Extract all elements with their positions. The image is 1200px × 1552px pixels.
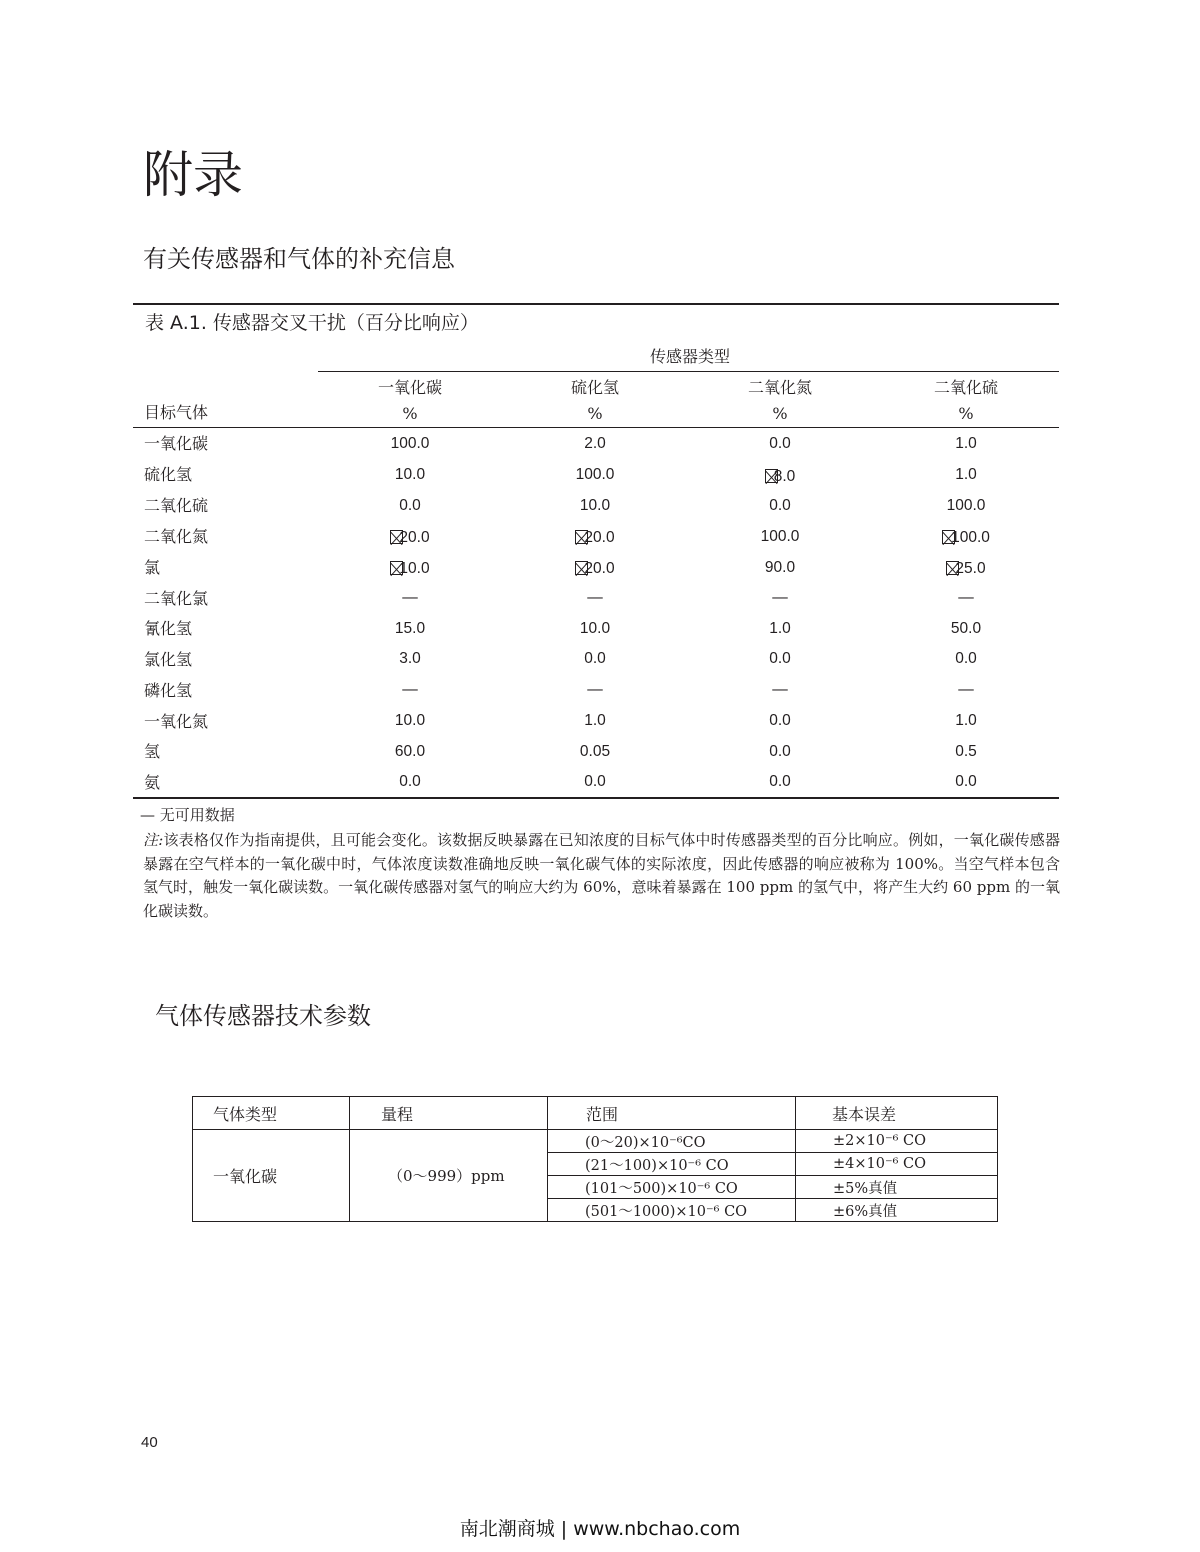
table-cell: 1.0	[584, 712, 606, 729]
page-number: 40	[141, 1434, 158, 1451]
table-cell: 10.0	[394, 712, 426, 729]
spec-measuring-range: （0～999）ppm	[350, 1130, 548, 1222]
table-cell: 100.0	[896, 527, 1036, 549]
negative-sign-glyph-icon	[390, 530, 403, 544]
table-cell: 2.0	[584, 435, 606, 452]
row-gas-label: 氨	[144, 773, 161, 792]
table-cell: 1.0	[955, 466, 977, 483]
table-cell: 1.0	[955, 712, 977, 729]
column-header-no2: 二氧化氮	[747, 378, 812, 397]
table-cell: 90.0	[764, 559, 796, 576]
table-cell: 10.0	[579, 497, 611, 514]
table-caption: 表 A.1. 传感器交叉干扰（百分比响应）	[145, 312, 479, 334]
spec-header-range: 范围	[548, 1097, 796, 1130]
table-cell: 60.0	[394, 743, 426, 760]
spec-section-title: 气体传感器技术参数	[155, 1002, 371, 1030]
table-cell: —	[587, 589, 603, 606]
table-cell: 0.0	[399, 497, 421, 514]
table-cell: 10.0	[579, 620, 611, 637]
row-header-target-gas: 目标气体	[144, 403, 209, 422]
spec-table	[192, 1096, 998, 1222]
table-cell: 0.5	[955, 743, 977, 760]
spec-error-cell: ±6%真值	[796, 1199, 998, 1222]
spec-error-cell: ±2×10⁻⁶ CO	[796, 1130, 998, 1153]
table-cell: 0.0	[769, 712, 791, 729]
table-cell: 3.0	[399, 650, 421, 667]
spec-range-cell: (21～100)×10⁻⁶ CO	[548, 1153, 796, 1176]
table-cell: 100.0	[946, 497, 986, 514]
row-gas-label: 一氧化碳	[144, 434, 209, 453]
row-gas-label: 氢	[144, 742, 161, 761]
spec-gas-type: 一氧化碳	[193, 1130, 350, 1222]
table-cell: —	[402, 681, 418, 698]
table-cell: —	[958, 589, 974, 606]
table-cell: 0.0	[955, 650, 977, 667]
table-cell: 0.0	[769, 650, 791, 667]
table-cell: —	[772, 589, 788, 606]
spec-error-cell: ±5%真值	[796, 1176, 998, 1199]
table-cell: 0.05	[579, 743, 611, 760]
table-cell: 8.0	[710, 466, 850, 488]
note-text: 该表格仅作为指南提供，且可能会变化。该数据反映暴露在已知浓度的目标气体中时传感器类型的百分比响应。例如，一氧化碳传感器暴露在空气样本的一氧化碳中时，气体浓度读数准确地反映一氧化碳气体的实际浓度，因此传感器的响应被称为 100%。当空气样本包含氢气时，触发一氧化碳读数。一氧化碳传感器对氢气的响应大约为 60%，意味着暴露在 100 ppm 的氢气中，将产生大约 60 ppm 的一氧化碳读数。	[143, 831, 1060, 920]
sensor-type-header: 传感器类型	[649, 347, 730, 366]
row-gas-label: 二氧化氮	[144, 527, 209, 546]
note-label: 注:	[143, 831, 164, 849]
table-note	[143, 829, 1060, 923]
row-gas-label: 二氧化氯	[144, 589, 209, 608]
row-gas-label: 一氧化氮	[144, 712, 209, 731]
spec-header-gas-type: 气体类型	[193, 1097, 350, 1130]
column-unit-h2s: %	[587, 404, 603, 423]
column-unit-no2: %	[772, 404, 788, 423]
column-header-co: 一氧化碳	[377, 378, 442, 397]
table-bottom-rule	[133, 797, 1059, 799]
table-cell: 0.0	[769, 743, 791, 760]
table-cell: 10.0	[394, 466, 426, 483]
site-watermark: 南北潮商城 | www.nbchao.com	[459, 1518, 741, 1540]
page-title: 附录	[143, 146, 243, 204]
spec-error-cell: ±4×10⁻⁶ CO	[796, 1153, 998, 1176]
row-gas-label: 氯化氢	[144, 650, 193, 669]
column-header-h2s: 硫化氢	[570, 378, 619, 397]
negative-sign-glyph-icon	[575, 561, 588, 575]
spec-range-cell: (501～1000)×10⁻⁶ CO	[548, 1199, 796, 1222]
row-gas-label: 氯	[144, 558, 161, 577]
table-cell: —	[402, 589, 418, 606]
negative-sign-glyph-icon	[946, 561, 959, 575]
column-unit-so2: %	[958, 404, 974, 423]
table-cell: 0.0	[399, 773, 421, 790]
column-header-so2: 二氧化硫	[933, 378, 998, 397]
negative-sign-glyph-icon	[575, 530, 588, 544]
table-cell: 0.0	[584, 650, 606, 667]
table-cell: 0.0	[955, 773, 977, 790]
table-cell: 50.0	[950, 620, 982, 637]
table-cell: 0.0	[769, 435, 791, 452]
table-cell: 20.0	[525, 527, 665, 549]
section-title: 有关传感器和气体的补充信息	[143, 245, 455, 273]
column-unit-co: %	[402, 404, 418, 423]
table-cell: —	[772, 681, 788, 698]
row-gas-label: 磷化氢	[144, 681, 193, 700]
spec-header-basic-error: 基本误差	[796, 1097, 998, 1130]
spec-range-cell: (0～20)×10⁻⁶CO	[548, 1130, 796, 1153]
table-cell: 100.0	[575, 466, 615, 483]
negative-sign-glyph-icon	[390, 561, 403, 575]
table-cell: —	[958, 681, 974, 698]
table-legend: — 无可用数据	[140, 806, 235, 824]
negative-sign-glyph-icon	[765, 469, 778, 483]
row-gas-label: 氰化氢	[144, 619, 193, 638]
header-bottom-rule	[133, 427, 1059, 428]
table-cell: 20.0	[340, 527, 480, 549]
table-cell: 25.0	[896, 558, 1036, 580]
table-cell: 15.0	[394, 620, 426, 637]
table-cell: 0.0	[584, 773, 606, 790]
table-cell: 0.0	[769, 773, 791, 790]
row-gas-label: 硫化氢	[144, 465, 193, 484]
table-cell: 1.0	[769, 620, 791, 637]
table-cell: 100.0	[760, 528, 800, 545]
table-top-rule	[133, 303, 1059, 305]
table-cell: 20.0	[525, 558, 665, 580]
table-cell: 0.0	[769, 497, 791, 514]
group-header-rule	[318, 371, 1059, 372]
table-cell: —	[587, 681, 603, 698]
table-cell: 1.0	[955, 435, 977, 452]
table-cell: 10.0	[340, 558, 480, 580]
table-cell: 100.0	[390, 435, 430, 452]
negative-sign-glyph-icon	[942, 530, 955, 544]
spec-range-cell: (101～500)×10⁻⁶ CO	[548, 1176, 796, 1199]
row-gas-label: 二氧化硫	[144, 496, 209, 515]
spec-header-measuring-range: 量程	[350, 1097, 548, 1130]
